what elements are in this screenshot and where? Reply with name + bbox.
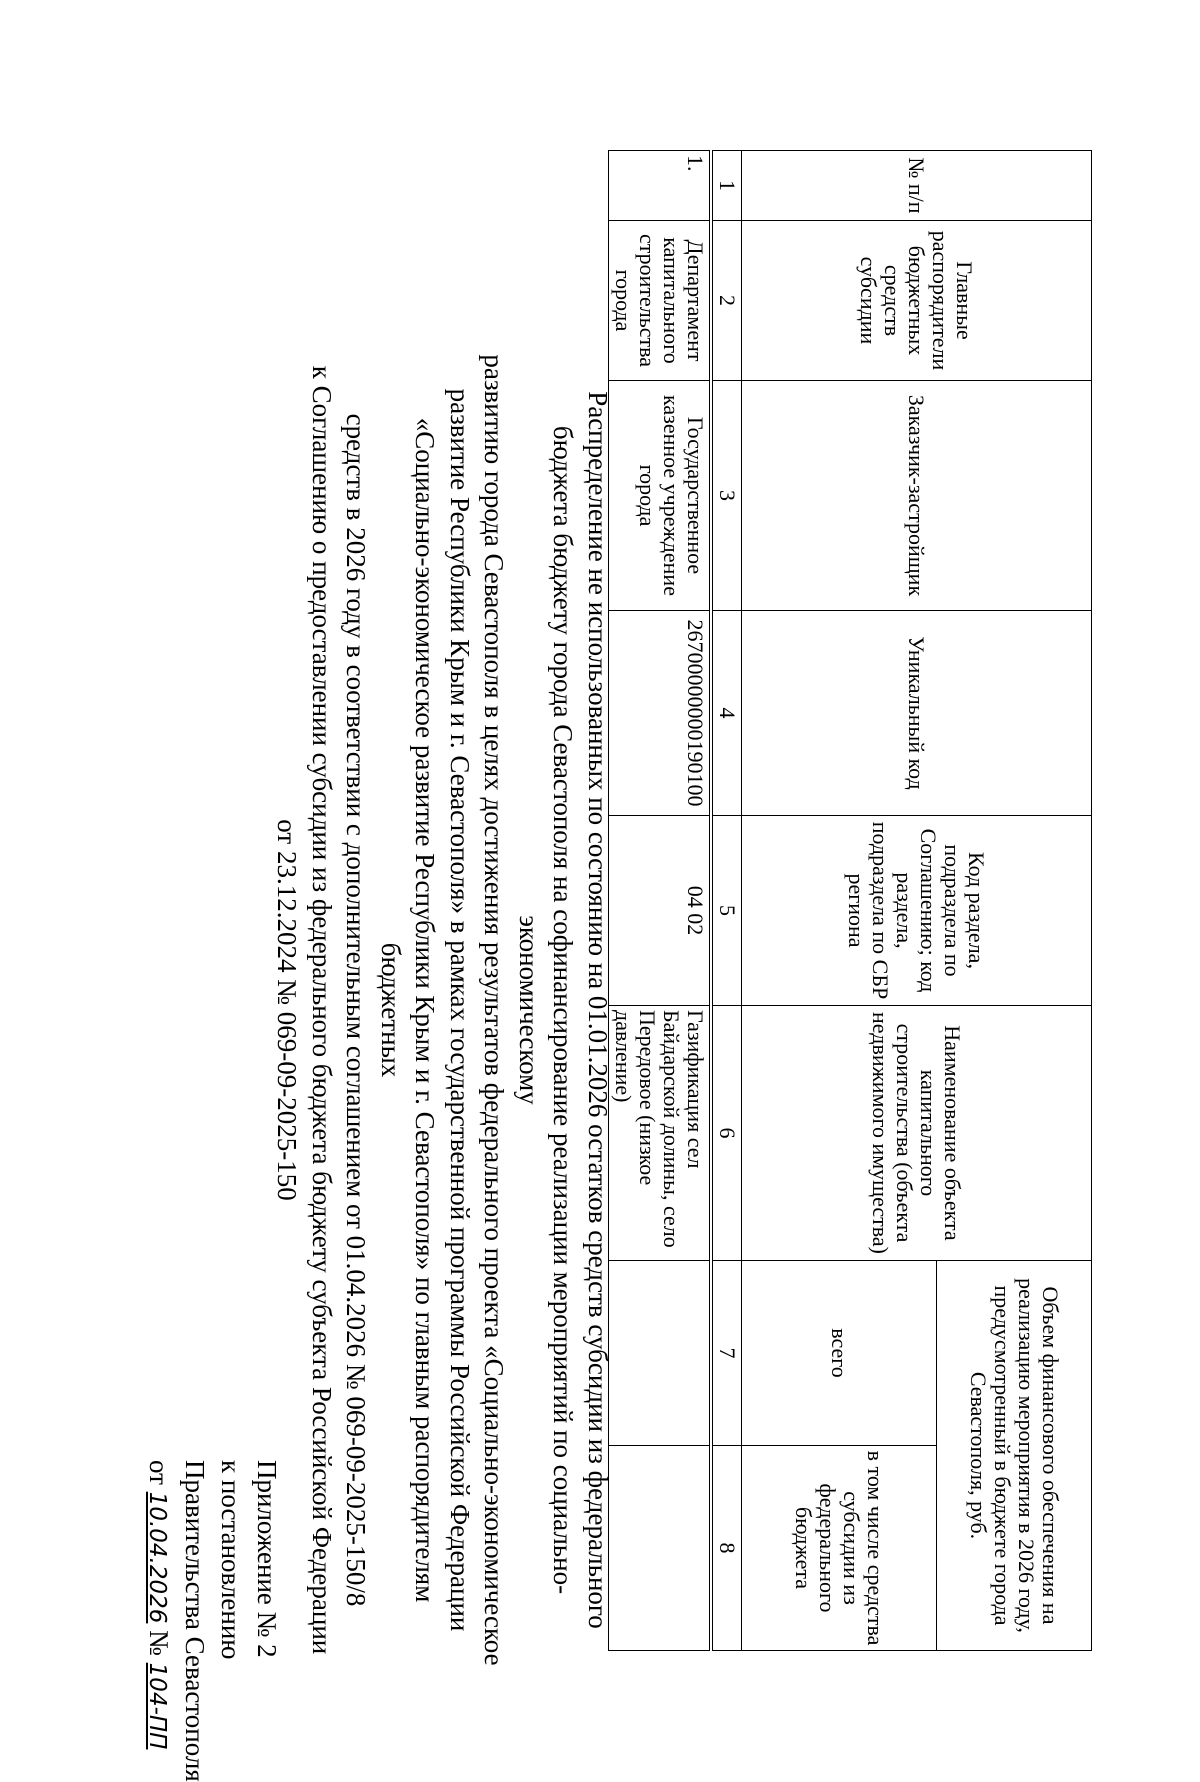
cell-federal bbox=[609, 1446, 712, 1651]
annex-number: 104-ПП bbox=[144, 1662, 170, 1750]
annex-date: 10.04.2026 bbox=[144, 1491, 170, 1624]
heading-line: от 23.12.2024 № 069-09-2025-150 bbox=[272, 819, 303, 1201]
column-number: 8 bbox=[711, 1446, 742, 1651]
annex-date-line bbox=[139, 1460, 177, 1782]
heading-line: «Социально-экономическое развитие Республики Крым и г. Севастополя» по главным распорядителям бюджетных bbox=[376, 417, 441, 1603]
annex-title: Приложение № 2 bbox=[252, 1460, 282, 1658]
table-row bbox=[609, 151, 712, 1651]
annex-prefix: от bbox=[144, 1460, 174, 1485]
header-object-name: Наименование объекта капитального строительства (объекта недвижимого имущества) bbox=[742, 1006, 1092, 1261]
header-federal-subsidy: в том числе средства субсидии из федерального бюджета bbox=[742, 1446, 937, 1651]
header-section-code: Код раздела, подраздела по Соглашению; код раздела, подраздела по СБР региона bbox=[742, 816, 1092, 1006]
document-heading bbox=[270, 350, 615, 1670]
annex-block bbox=[139, 1460, 285, 1782]
column-number: 5 bbox=[711, 816, 742, 1006]
heading-line: средств в 2026 году в соответствии с дополнительным соглашением от 01.04.2026 № 069-09-2025-150/8 bbox=[341, 413, 372, 1607]
cell-distributor: Департамент капитального строительства города bbox=[609, 221, 712, 381]
annex-number-sign: № bbox=[144, 1630, 174, 1656]
cell-number: 1. bbox=[609, 151, 712, 221]
column-number: 3 bbox=[711, 381, 742, 611]
cell-section-code: 04 02 bbox=[609, 816, 712, 1006]
column-number: 4 bbox=[711, 611, 742, 816]
heading-line: развитие Республики Крым и г. Севастополя» в рамках государственной программы Российской Федерации bbox=[445, 388, 475, 1632]
cell-customer: Государственное казенное учреждение города bbox=[609, 381, 712, 611]
heading-line: к Соглашению о предоставлении субсидии из федерального бюджета бюджету субъекта Российской Федерации bbox=[307, 365, 337, 1655]
column-number: 7 bbox=[711, 1261, 742, 1446]
column-numbers-row bbox=[711, 151, 742, 1651]
header-customer: Заказчик-застройщик bbox=[742, 381, 1092, 611]
annex-line-resolution: к постановлению bbox=[216, 1460, 246, 1660]
header-total: всего bbox=[742, 1261, 937, 1446]
heading-line: Распределение не использованных по состоянию на 01.01.2026 остатков средств субсидии из федерального bbox=[583, 391, 613, 1629]
column-number: 1 bbox=[711, 151, 742, 221]
column-number: 6 bbox=[711, 1006, 742, 1261]
distribution-table bbox=[608, 150, 1092, 1651]
cell-total bbox=[609, 1261, 712, 1446]
header-distributors: Главные распорядители бюджетных средств субсидии bbox=[742, 221, 1092, 381]
column-number: 2 bbox=[711, 221, 742, 381]
cell-object-name: Газификация сел Байдарской долины, село Передовое (низкое давление) bbox=[609, 1006, 712, 1261]
header-financing-group: Объем финансового обеспечения на реализацию мероприятия в 2026 году, предусмотренный в бюджете города Севастополя, руб. bbox=[937, 1261, 1092, 1651]
heading-line: развитию города Севастополя в целях достижения результатов федерального проекта «Социально-экономическое bbox=[479, 354, 510, 1666]
cell-unique-code: 26700000000190100 bbox=[609, 611, 712, 816]
annex-line-government: Правительства Севастополя bbox=[180, 1460, 210, 1782]
header-number: № п/п bbox=[742, 151, 1092, 221]
header-unique-code: Уникальный код bbox=[742, 611, 1092, 816]
heading-line: бюджета бюджету города Севастополя на софинансирование реализации мероприятий по социально-экономическому bbox=[514, 425, 579, 1595]
